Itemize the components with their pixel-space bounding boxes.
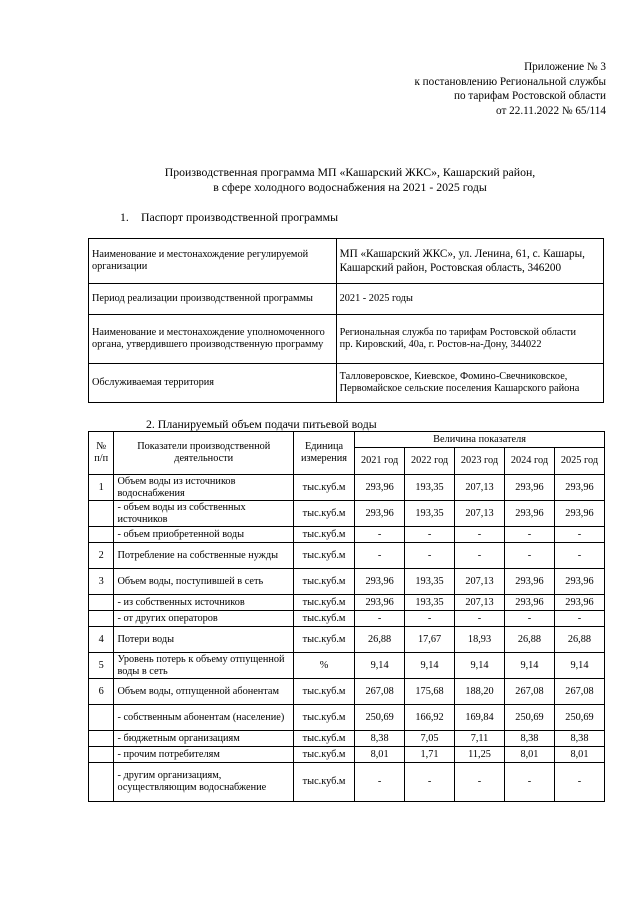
row-value: - xyxy=(405,527,455,543)
row-value: 175,68 xyxy=(405,679,455,705)
row-value: 193,35 xyxy=(405,595,455,611)
row-value: 250,69 xyxy=(355,705,405,731)
row-value: - xyxy=(455,527,505,543)
row-value: 207,13 xyxy=(455,569,505,595)
row-value: 9,14 xyxy=(504,653,554,679)
row-value: 293,96 xyxy=(504,569,554,595)
row-number xyxy=(89,611,114,627)
row-value: - xyxy=(405,611,455,627)
row-unit: тыс.куб.м xyxy=(293,679,354,705)
row-number xyxy=(89,731,114,747)
appendix-header xyxy=(414,60,606,118)
passport-value-cell xyxy=(336,315,603,364)
header-value-group: Величина показателя xyxy=(355,432,605,448)
table-row xyxy=(89,569,605,595)
row-value: 193,35 xyxy=(405,569,455,595)
header-year: 2024 год xyxy=(504,448,554,475)
row-value: 207,13 xyxy=(455,501,505,527)
row-value: - xyxy=(355,763,405,802)
row-value: - xyxy=(405,543,455,569)
header-indicator: Показатели производственной деятельности xyxy=(114,432,293,475)
passport-row xyxy=(89,284,604,315)
row-number xyxy=(89,501,114,527)
row-number xyxy=(89,763,114,802)
table-row xyxy=(89,595,605,611)
table-row xyxy=(89,501,605,527)
passport-value: Талловеровское, Киевское, Фомино-Свечниковское, Первомайское сельские поселения Кашарского района xyxy=(336,364,603,403)
row-indicator: - объем воды из собственных источников xyxy=(114,501,293,527)
row-indicator: Объем воды из источников водоснабжения xyxy=(114,475,293,501)
passport-value: 2021 - 2025 годы xyxy=(336,284,603,315)
row-value: 8,38 xyxy=(355,731,405,747)
table-row xyxy=(89,627,605,653)
row-value: - xyxy=(504,527,554,543)
row-value: 293,96 xyxy=(554,475,604,501)
row-indicator: - из собственных источников xyxy=(114,595,293,611)
row-value: 293,96 xyxy=(504,475,554,501)
row-value: 9,14 xyxy=(405,653,455,679)
header-num: № п/п xyxy=(89,432,114,475)
row-value: 166,92 xyxy=(405,705,455,731)
row-value: 293,96 xyxy=(504,501,554,527)
row-unit: тыс.куб.м xyxy=(293,527,354,543)
passport-value-address: пр. Кировский, 40а, г. Ростов-на-Дону, 344022 xyxy=(339,339,542,350)
row-unit: тыс.куб.м xyxy=(293,595,354,611)
appendix-line: к постановлению Региональной службы xyxy=(414,75,606,88)
row-value: - xyxy=(554,611,604,627)
header-row xyxy=(89,432,605,448)
row-number: 1 xyxy=(89,475,114,501)
row-unit: тыс.куб.м xyxy=(293,705,354,731)
row-unit: % xyxy=(293,653,354,679)
row-value: 193,35 xyxy=(405,475,455,501)
row-number: 5 xyxy=(89,653,114,679)
row-value: 293,96 xyxy=(355,501,405,527)
row-value: 26,88 xyxy=(504,627,554,653)
header-year: 2025 год xyxy=(554,448,604,475)
section-1-heading xyxy=(120,210,338,225)
row-indicator: - от других операторов xyxy=(114,611,293,627)
row-value: - xyxy=(554,543,604,569)
row-value: 26,88 xyxy=(355,627,405,653)
row-value: 9,14 xyxy=(355,653,405,679)
row-unit: тыс.куб.м xyxy=(293,501,354,527)
passport-row xyxy=(89,239,604,284)
row-number xyxy=(89,747,114,763)
row-value: 193,35 xyxy=(405,501,455,527)
passport-table xyxy=(88,238,604,403)
passport-label: Период реализации производственной программы xyxy=(89,284,337,315)
row-indicator: - объем приобретенной воды xyxy=(114,527,293,543)
row-value: - xyxy=(405,763,455,802)
row-unit: тыс.куб.м xyxy=(293,611,354,627)
section-number: 1. xyxy=(120,210,129,224)
row-value: 267,08 xyxy=(504,679,554,705)
document-title xyxy=(80,165,620,195)
row-value: - xyxy=(554,763,604,802)
row-unit: тыс.куб.м xyxy=(293,731,354,747)
row-indicator: - прочим потребителям xyxy=(114,747,293,763)
header-year: 2022 год xyxy=(405,448,455,475)
row-value: 9,14 xyxy=(554,653,604,679)
row-value: 293,96 xyxy=(355,475,405,501)
row-unit: тыс.куб.м xyxy=(293,569,354,595)
row-value: 169,84 xyxy=(455,705,505,731)
row-value: 9,14 xyxy=(455,653,505,679)
row-value: 8,01 xyxy=(504,747,554,763)
table-row xyxy=(89,763,605,802)
row-value: 8,38 xyxy=(504,731,554,747)
table-row xyxy=(89,679,605,705)
row-unit: тыс.куб.м xyxy=(293,627,354,653)
row-number: 4 xyxy=(89,627,114,653)
row-value: 18,93 xyxy=(455,627,505,653)
appendix-line: Приложение № 3 xyxy=(524,61,606,73)
row-unit: тыс.куб.м xyxy=(293,747,354,763)
row-value: - xyxy=(355,543,405,569)
row-number: 6 xyxy=(89,679,114,705)
row-indicator: Объем воды, поступившей в сеть xyxy=(114,569,293,595)
row-value: 267,08 xyxy=(554,679,604,705)
row-value: - xyxy=(355,611,405,627)
row-value: - xyxy=(504,763,554,802)
row-value: 250,69 xyxy=(504,705,554,731)
row-number: 3 xyxy=(89,569,114,595)
row-value: 8,38 xyxy=(554,731,604,747)
row-value: 8,01 xyxy=(355,747,405,763)
row-value: 293,96 xyxy=(554,569,604,595)
row-value: - xyxy=(455,611,505,627)
row-value: - xyxy=(504,611,554,627)
row-value: 250,69 xyxy=(554,705,604,731)
water-volume-table xyxy=(88,431,605,802)
row-value: 11,25 xyxy=(455,747,505,763)
row-value: - xyxy=(355,527,405,543)
table-row xyxy=(89,731,605,747)
row-value: 7,11 xyxy=(455,731,505,747)
row-indicator: - собственным абонентам (население) xyxy=(114,705,293,731)
row-value: 207,13 xyxy=(455,595,505,611)
row-value: 207,13 xyxy=(455,475,505,501)
row-number xyxy=(89,595,114,611)
passport-label: Наименование и местонахождение уполномоченного органа, утвердившего производственную программу xyxy=(89,315,337,364)
table-body xyxy=(89,475,605,802)
row-value: 293,96 xyxy=(504,595,554,611)
appendix-line: по тарифам Ростовской области xyxy=(454,90,606,102)
row-value: - xyxy=(554,527,604,543)
table-row xyxy=(89,611,605,627)
row-indicator: Потребление на собственные нужды xyxy=(114,543,293,569)
row-value: 8,01 xyxy=(554,747,604,763)
passport-value: МП «Кашарский ЖКС», ул. Ленина, 61, с. Кашары, Кашарский район, Ростовская область, 346200 xyxy=(336,239,603,284)
row-value: 267,08 xyxy=(355,679,405,705)
row-value: 188,20 xyxy=(455,679,505,705)
row-number: 2 xyxy=(89,543,114,569)
passport-label: Обслуживаемая территория xyxy=(89,364,337,403)
row-indicator: - бюджетным организациям xyxy=(114,731,293,747)
row-value: - xyxy=(455,763,505,802)
row-value: 293,96 xyxy=(554,595,604,611)
title-line: в сфере холодного водоснабжения на 2021 - 2025 годы xyxy=(213,180,487,194)
appendix-line: от 22.11.2022 № 65/114 xyxy=(496,104,606,117)
header-year: 2023 год xyxy=(455,448,505,475)
table-row xyxy=(89,543,605,569)
row-number xyxy=(89,527,114,543)
table-row xyxy=(89,705,605,731)
table-row xyxy=(89,653,605,679)
row-indicator: Уровень потерь к объему отпущенной воды в сеть xyxy=(114,653,293,679)
row-indicator: Потери воды xyxy=(114,627,293,653)
row-unit: тыс.куб.м xyxy=(293,763,354,802)
section-title: Паспорт производственной программы xyxy=(140,210,338,224)
header-year: 2021 год xyxy=(355,448,405,475)
table-row xyxy=(89,747,605,763)
table-row xyxy=(89,475,605,501)
passport-label: Наименование и местонахождение регулируемой организации xyxy=(89,239,337,284)
row-unit: тыс.куб.м xyxy=(293,475,354,501)
row-indicator: - другим организациям, осуществляющим водоснабжение xyxy=(114,763,293,802)
row-indicator: Объем воды, отпущенной абонентам xyxy=(114,679,293,705)
row-value: 293,96 xyxy=(355,569,405,595)
table-row xyxy=(89,527,605,543)
row-value: 17,67 xyxy=(405,627,455,653)
passport-row xyxy=(89,315,604,364)
section-2-heading: 2. Планируемый объем подачи питьевой воды xyxy=(146,417,377,431)
row-value: 26,88 xyxy=(554,627,604,653)
row-value: - xyxy=(455,543,505,569)
header-unit: Единица измерения xyxy=(293,432,354,475)
row-value: 293,96 xyxy=(355,595,405,611)
passport-value: Региональная служба по тарифам Ростовской области xyxy=(339,326,577,338)
row-value: 293,96 xyxy=(554,501,604,527)
title-line: Производственная программа МП «Кашарский ЖКС», Кашарский район, xyxy=(164,165,536,179)
row-unit: тыс.куб.м xyxy=(293,543,354,569)
passport-row xyxy=(89,364,604,403)
row-value: 7,05 xyxy=(405,731,455,747)
row-value: 1,71 xyxy=(405,747,455,763)
row-value: - xyxy=(504,543,554,569)
row-number xyxy=(89,705,114,731)
